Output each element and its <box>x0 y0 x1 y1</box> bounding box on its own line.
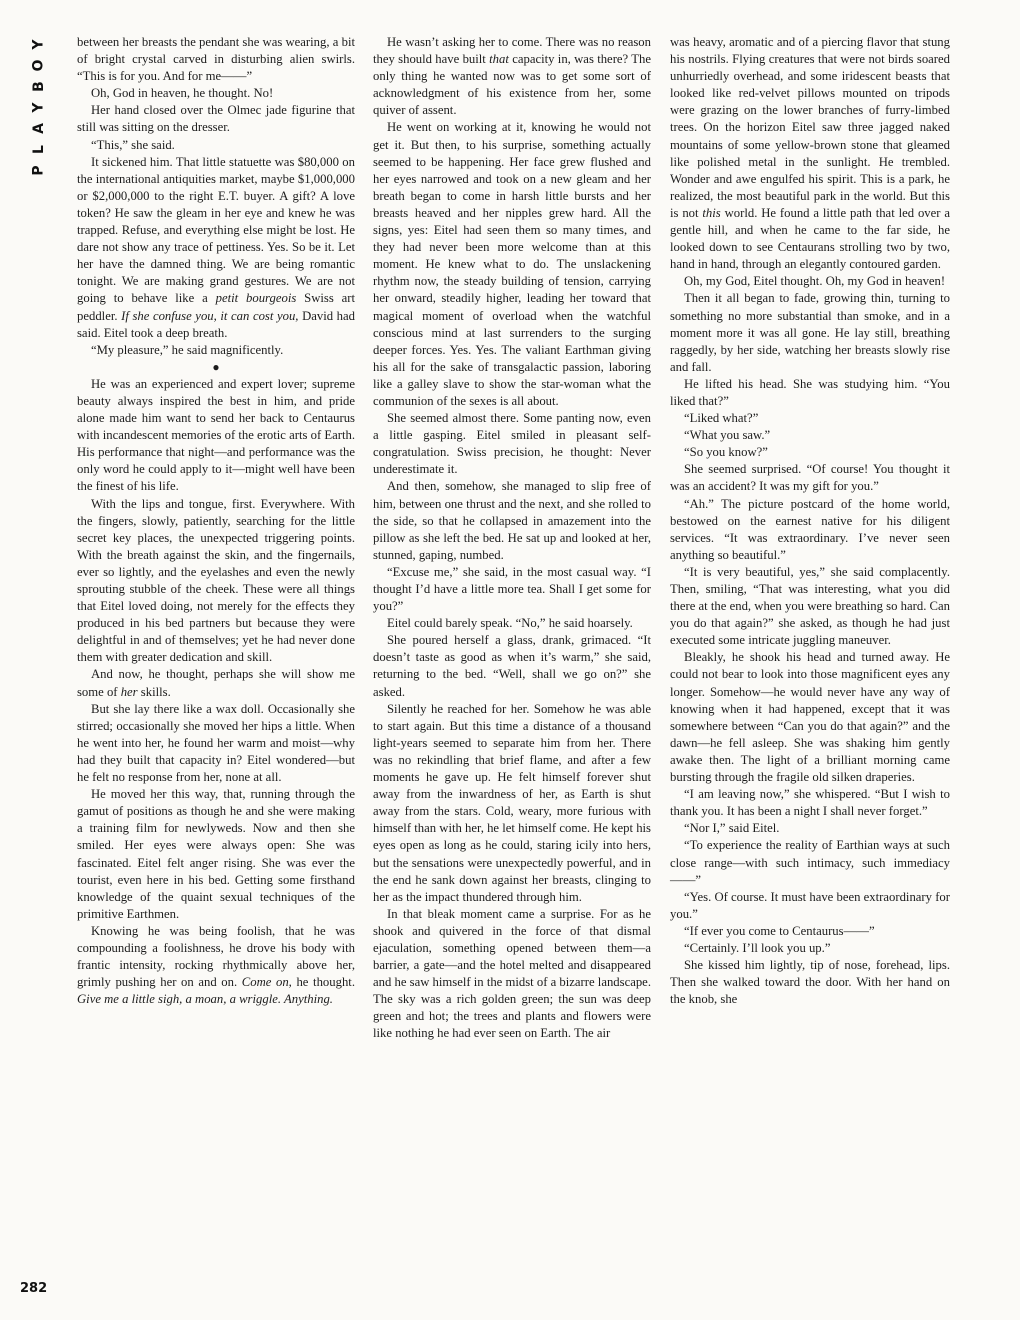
paragraph <box>670 290 950 375</box>
text-run: She kissed him lightly, tip of nose, forehead, lips. Then she walked toward the door. With her hand on the knob, she <box>670 958 950 1007</box>
text-column-2 <box>373 34 651 1043</box>
text-run: Silently he reached for her. Somehow he was able to start again. But this time a distance of a thousand light-years seemed to separate him from her. There was no rekindling that brief flame, and after a few moments he gave up. He felt himself forever shut away from the inwardness of her, as Earth is shut away from the stars. Cold, weary, more furious with himself than with her, he let himself come. He kept his eyes open as long as he could, staring icily into hers, but the sensations were unexpectedly powerful, and in the end he sank down against her breasts, clinging to her as the impact thundered through him. <box>373 701 651 904</box>
paragraph <box>373 410 651 478</box>
paragraph <box>77 102 355 136</box>
text-run: He went on working at it, knowing he would not get it. But then, to his surprise, something actually seemed to be happening. Her face grew flushed and her eyes narrowed and took on a new gleam and her breath began to come in harsh little bursts and her breasts heaved and her nipples grew hard. All the signs, yes: Eitel had seen them so many times, and they had never been more welcome than at this moment. He knew what to do. The unslackening rhythm now, the steady building of tension, carrying her onward, steadily higher, leading her toward that magical moment of overload when the watchful conscious mind at last surrenders to the surging deeper forces. Yes. Yes. The valiant Earthman giving his all for the sake of transgalactic passion, laboring like a galley slave to show the star-woman what the communion of the sexes is all about. <box>373 120 651 408</box>
text-run: “Nor I,” said Eitel. <box>684 821 780 836</box>
paragraph <box>373 564 651 615</box>
text-run: Bleakly, he shook his head and turned away. He could not bear to look into those magnificent eyes any longer. Somehow—he would never have any way of knowing when it had happened, except that it was somewhere between “Can you do that again?” and the dawn—he fell asleep. She was shaking him gently awake then. The light of a brilliant morning came bursting through the fragile old silken draperies. <box>670 650 950 785</box>
spine-letter: P <box>30 165 47 176</box>
spine-letter: O <box>30 59 47 72</box>
paragraph <box>77 137 355 154</box>
paragraph <box>373 34 651 119</box>
paragraph <box>670 889 950 923</box>
text-run: between her breasts the pendant she was wearing, a bit of bright crystal carved in disturbing alien swirls. “This is for you. And for me——” <box>77 35 355 84</box>
text-run: Knowing he was being foolish, that he was compounding a foolishness, he drove his body with frantic intensity, rocking rhythmically above her, grimly pushing her on and on. <box>77 923 355 990</box>
text-run: And then, somehow, she managed to slip free of him, between one thrust and the next, and she rolled to the side, so that he collapsed in amazement into the pillow as she left the bed. He sat up and looked at her, stunned, gaping, numbed. <box>373 479 651 562</box>
text-run: Oh, my God, Eitel thought. Oh, my God in heaven! <box>684 274 946 289</box>
paragraph <box>77 342 355 359</box>
paragraph <box>670 410 950 427</box>
text-run: “Certainly. I’ll look you up.” <box>684 940 831 955</box>
magazine-name-vertical <box>24 34 54 181</box>
paragraph <box>77 34 355 85</box>
paragraph <box>77 923 355 1008</box>
paragraph <box>670 444 950 461</box>
text-run: Oh, God in heaven, he thought. No! <box>91 86 274 101</box>
paragraph <box>373 632 651 700</box>
text-run: “So you know?” <box>684 445 768 460</box>
italic-text: Come on, <box>241 975 292 990</box>
paragraph <box>77 786 355 923</box>
text-run: “Yes. Of course. It must have been extraordinary for you.” <box>670 889 950 921</box>
paragraph <box>670 34 950 273</box>
paragraph <box>373 478 651 563</box>
spine-letter: Y <box>30 39 47 50</box>
text-run: “Excuse me,” she said, in the most casual way. “I thought I’d have a little more tea. Shall I get some for you?” <box>373 564 651 614</box>
text-run: “To experience the reality of Earthian ways at such close range—with such intimacy, such immediacy——” <box>670 838 950 887</box>
text-run: And now, he thought, perhaps she will show me some of <box>77 667 355 699</box>
italic-text: If she confuse you, it can cost you, <box>121 308 299 323</box>
paragraph <box>670 820 950 837</box>
text-run: Eitel could barely speak. “No,” he said hoarsely. <box>387 616 633 631</box>
text-run: But she lay there like a wax doll. Occasionally she stirred; occasionally she moved her hips a little. When he went into her, he found her warm and moist—why had they built that capacity in? Eitel wondered—but he felt no response from her, none at all. <box>77 701 355 785</box>
paragraph <box>77 154 355 342</box>
text-run: “I am leaving now,” she whispered. “But I wish to thank you. It has been a night I shall never forget.” <box>670 787 950 819</box>
paragraph <box>670 957 950 1008</box>
text-run: She seemed almost there. Some panting now, even a little gasping. Eitel smiled in pleasant self-congratulation. Swiss precision, he thought: Never underestimate it. <box>373 411 651 477</box>
paragraph <box>77 85 355 102</box>
text-run: He wasn’t asking her to come. There was no reason they should have built <box>373 35 651 67</box>
paragraph <box>670 786 950 820</box>
paragraph <box>77 376 355 496</box>
paragraph <box>670 273 950 290</box>
paragraph <box>373 906 651 1043</box>
text-run: “This,” she said. <box>91 137 175 152</box>
paragraph <box>670 496 950 564</box>
paragraph <box>77 666 355 700</box>
text-run: skills. <box>137 684 171 699</box>
paragraph <box>373 119 651 410</box>
page-number: 282 <box>20 1281 48 1296</box>
text-run: “What you saw.” <box>684 428 771 443</box>
text-run: “Ah.” The picture postcard of the home world, bestowed on the earnest native for his diligent services. “It was extraordinary. I’ve never seen anything so beautiful.” <box>670 496 950 562</box>
text-run: he thought. <box>291 975 355 990</box>
text-run: He was an experienced and expert lover; supreme beauty always inspired the best in him, and pride alone made him want to send her back to Centaurus with incandescent memories of the erotic arts of Earth. His performance that night—and performance was the only word he could apply to it—might well have been the finest of his life. <box>77 376 355 494</box>
text-run: “My pleasure,” he said magnificently. <box>91 342 284 357</box>
italic-text: that <box>489 52 509 67</box>
paragraph <box>670 564 950 649</box>
spine-letter: A <box>30 123 47 134</box>
paragraph <box>670 837 950 888</box>
italic-text: petit bourgeois <box>215 291 297 306</box>
paragraph <box>670 649 950 786</box>
text-run: With the lips and tongue, first. Everywhere. With the fingers, slowly, patiently, searching for the little secret key places, the unexpected triggering points. With the breath against the skin, and the fingernails, ever so lightly, and the eyelashes and even the newly sprouting stubble of the cheek. These were all things that Eitel loved doing, not merely for the effects they produced in his bed partners but because they were delightful in and of themselves; yet he had never done them with greater dedication and skill. <box>77 496 355 665</box>
text-column-3 <box>670 34 950 1008</box>
spine-letter: B <box>30 81 47 92</box>
text-run: She poured herself a glass, drank, grimaced. “It doesn’t taste as good as when it’s warm,” she said, returning to the bed. “Well, shall we go on?” she asked. <box>373 633 651 699</box>
text-run: “It is very beautiful, yes,” she said complacently. Then, smiling, “That was interesting, what you did there at the end, when you were breathing so hard. Can you do that again?” she asked, as though he had just executed some intricate juggling maneuver. <box>670 564 950 648</box>
text-run: capacity in, was there? The only thing he wanted now was to get some sort of acknowledgment of his existence from her, some quiver of assent. <box>373 52 651 118</box>
text-run: She seemed surprised. “Of course! You thought it was an accident? It was my gift for you.” <box>670 462 950 494</box>
text-run: It sickened him. That little statuette was $80,000 on the international antiquities market, maybe $1,000,000 or $2,000,000 to the right E.T. buyer. A gift? A love token? He saw the gleam in her eye and knew he was trapped. Refuse, and everything else might be lost. He dare not show any trace of pettiness. Yes. So be it. Let her have the damned thing. We are being romantic tonight. We are making grand gestures. We are not going to behave like a <box>77 154 355 306</box>
paragraph <box>670 376 950 410</box>
paragraph <box>670 923 950 940</box>
paragraph <box>670 461 950 495</box>
italic-text: this <box>702 205 721 220</box>
text-run: “Liked what?” <box>684 411 759 426</box>
paragraph <box>77 701 355 786</box>
text-run: was heavy, aromatic and of a piercing flavor that stung his nostrils. Flying creatures that were not birds soared unhurriedly overhead, and some iridescent beasts that looked like red-velvet pillows mounted on tripods were grazing on the lower branches of furry-limbed trees. On the horizon Eitel saw three jagged naked mountains of some yellow-brown stone that gleamed like polished metal in the sunlight. He trembled. Wonder and awe engulfed his spirit. This is a park, he realized, the most beautiful park in the world. But this is not <box>670 35 950 220</box>
text-run: Swiss art peddler. <box>77 291 355 323</box>
spine-letter: L <box>30 145 47 154</box>
text-run: David had said. Eitel took a deep breath. <box>77 308 355 340</box>
text-run: Then it all began to fade, growing thin, turning to something no more substantial than smoke, and in a moment more it was all gone. He lay still, breathing raggedly, by her side, watching her breasts slowly rise and fall. <box>670 291 950 374</box>
text-run: “If ever you come to Centaurus——” <box>684 923 875 938</box>
italic-text: her <box>120 684 138 699</box>
text-column-1 <box>77 34 355 1008</box>
paragraph <box>373 615 651 632</box>
paragraph <box>670 940 950 957</box>
paragraph <box>77 496 355 667</box>
text-run: world. He found a little path that led over a gentle hill, and when he came to the far side, he looked down to see Centaurans strolling two by two, hand in hand, through an elegantly contoured garden. <box>670 205 950 272</box>
italic-text: Give me a little sigh, a moan, a wriggle. Anything. <box>77 992 333 1007</box>
spine-letter: Y <box>30 102 47 113</box>
paragraph <box>670 427 950 444</box>
text-run: He moved her this way, that, running through the gamut of positions as though he and she were making a training film for newlyweds. Now and then she smiled. Her eyes were always open: She was fascinated. Eitel felt anger rising. She was ever the tourist, even here in his bed. Getting some firsthand knowledge of the quaint sexual techniques of the primitive Earthmen. <box>77 787 355 921</box>
section-break-bullet: ● <box>212 359 220 374</box>
text-run: Her hand closed over the Olmec jade figurine that still was sitting on the dresser. <box>77 103 355 135</box>
paragraph <box>373 701 651 906</box>
text-run: In that bleak moment came a surprise. For as he shook and quivered in the force of that dismal ejaculation, something opened between them—a barrier, a gate—and the hotel melted and disappeared and he saw himself in the midst of a bizarre landscape. The sky was a rich golden green; the sun was deep green and hot; the trees and plants and flowers were like nothing he had ever seen on Earth. The air <box>373 906 651 1041</box>
text-run: He lifted his head. She was studying him. “You liked that?” <box>670 376 950 408</box>
